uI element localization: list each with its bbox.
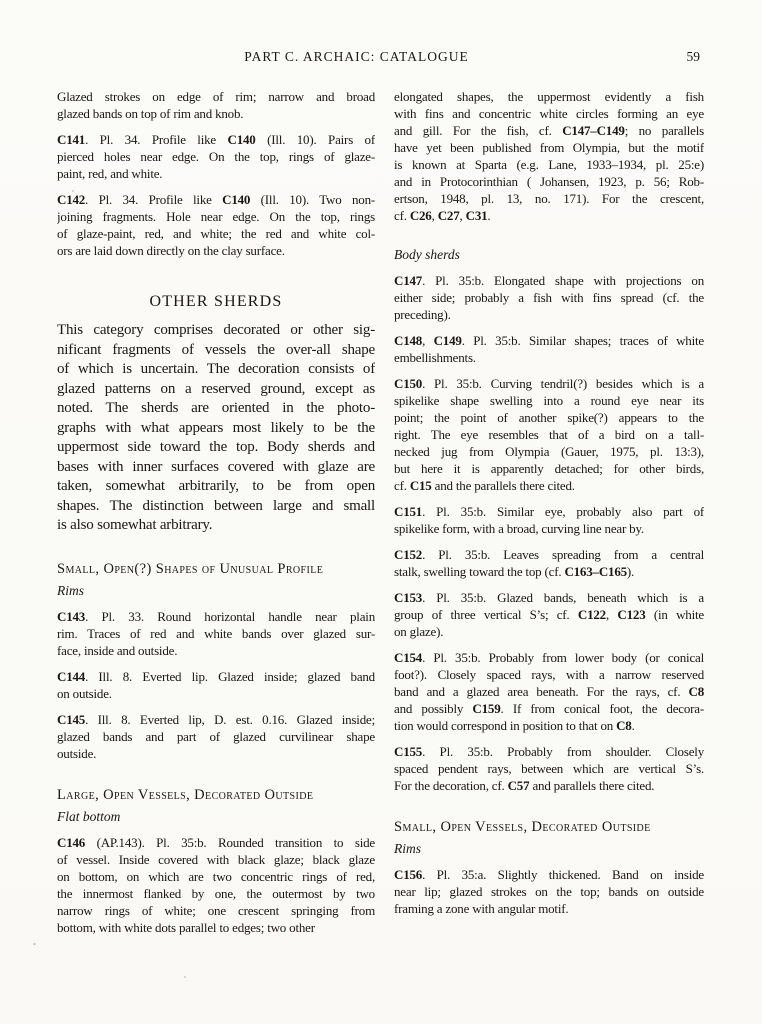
text-line: stalk, swelling toward the top (cf. C163–C165).	[394, 564, 635, 579]
catalogue-ref: C27	[437, 208, 460, 223]
text-line: elongated shapes, the uppermost evidently a fish	[394, 89, 704, 104]
entry-C153	[394, 589, 704, 640]
entry-C156	[394, 866, 704, 917]
page-number: 59	[686, 49, 700, 64]
catalogue-ref: C146	[57, 834, 86, 850]
text-line: glazed patterns on a reserved ground, except as	[57, 380, 375, 397]
text-line: outside.	[57, 745, 97, 761]
text-line: cf. C15 and the parallels there cited.	[394, 478, 575, 493]
italic-block-1: Body sherds	[394, 247, 460, 262]
text-line: and gill. For the fish, cf. C147–C149; no parallels	[394, 123, 704, 138]
text-line: right. The eye resembles that of a bird on a tall-	[394, 427, 704, 442]
catalogue-ref: C122	[577, 607, 606, 622]
text-line: of which is uncertain. The decoration consists of	[57, 361, 375, 377]
text-line: joining fragments. Hole near edge. On the top, rings	[57, 209, 375, 224]
entry-C152	[394, 546, 704, 580]
catalogue-ref: C144	[57, 668, 86, 684]
text-columns	[57, 88, 704, 936]
text-line: C144. Ill. 8. Everted lip. Glazed inside; glazed band	[57, 668, 375, 684]
text-line: C151. Pl. 35:b. Similar eye, probably also part of	[394, 504, 704, 519]
page-header	[57, 49, 704, 69]
text-line: pierced holes near edge. On the top, rings of glaze-	[57, 149, 375, 164]
catalogue-ref: C123	[617, 607, 646, 622]
text-line: group of three vertical S’s; cf. C122, C123 (in white	[394, 607, 704, 622]
text-line: C145. Ill. 8. Everted lip, D. est. 0.16. Glazed inside;	[57, 711, 375, 727]
text-line: rim. Traces of red and white bands over glazed sur-	[57, 625, 375, 641]
text-line: glazed bands and part of glazed curvilinear shape	[57, 728, 375, 744]
catalogue-ref: C154	[394, 650, 423, 665]
text-line: C152. Pl. 35:b. Leaves spreading from a central	[394, 547, 704, 562]
text-line: face, inside and outside.	[57, 642, 178, 658]
text-line: foot?). Closely spaced rays, with a narrow reserved	[394, 667, 704, 682]
smallcaps-block-5: Small, Open(?) Shapes of Unusual Profile	[57, 560, 324, 577]
text-line: spikelike shape swelling into a round eye near its	[394, 393, 704, 408]
catalogue-ref: C153	[394, 590, 423, 605]
text-line: bottom, with white dots parallel to edges; two other	[57, 919, 315, 935]
text-line: and possibly C159. If from conical foot, the decora-	[394, 701, 704, 716]
catalogue-ref: C31	[465, 208, 488, 223]
text-line: narrow rings of white; one crescent springing from	[57, 902, 375, 918]
catalogue-ref: C151	[394, 504, 423, 519]
smallcaps-block-10: Small, Open Vessels, Decorated Outside	[394, 819, 651, 835]
text-line: C155. Pl. 35:b. Probably from shoulder. Closely	[394, 744, 704, 759]
section-block-3: OTHER SHERDS	[149, 293, 283, 310]
catalogue-ref: C147–C149	[562, 123, 625, 138]
para-block-0	[394, 88, 704, 224]
catalogue-ref: C149	[433, 333, 462, 348]
italic-block-6: Rims	[57, 582, 84, 598]
entry-C155	[394, 743, 704, 794]
text-line: C146 (AP.143). Pl. 35:b. Rounded transition to side	[57, 834, 375, 850]
catalogue-ref: C143	[57, 608, 86, 624]
entry-C143	[57, 608, 375, 659]
text-line: shapes. The distinction between large and small	[57, 497, 375, 514]
text-line: cf. C26, C27, C31.	[394, 208, 491, 223]
catalogue-ref: C8	[688, 684, 704, 699]
text-line: C154. Pl. 35:b. Probably from lower body (or conical	[394, 650, 704, 665]
left-column	[57, 88, 375, 936]
entry-C147	[394, 272, 704, 323]
text-line: C150. Pl. 35:b. Curving tendril(?) besides which is a	[394, 376, 704, 391]
text-line: graphs with what appears most likely to be the	[57, 419, 375, 436]
text-line: ertson, 1948, pl. 13, no. 171). For the crescent,	[394, 191, 704, 206]
text-line: C153. Pl. 35:b. Glazed bands, beneath which is a	[394, 590, 704, 605]
text-line: on bottom, on which are two concentric rings of red,	[57, 868, 375, 884]
entry-C141	[57, 131, 375, 182]
right-column	[394, 88, 704, 917]
catalogue-ref: C141	[57, 132, 86, 147]
text-line: band and a glazed area beneath. For the rays, cf. C8	[394, 684, 704, 699]
catalogue-ref: C150	[394, 376, 423, 391]
text-line: uppermost side toward the top. Body sherds and	[57, 439, 375, 455]
entry-C151	[394, 503, 704, 537]
catalogue-ref: C142	[57, 192, 86, 207]
text-line: paint, red, and white.	[57, 166, 163, 181]
text-line: This category comprises decorated or other sig-	[57, 322, 375, 338]
text-line: taken, somewhat arbitrarily, to be from open	[57, 478, 375, 494]
catalogue-ref: C8	[616, 718, 632, 733]
catalogue-ref: C147	[394, 273, 423, 288]
italic-block-11: Rims	[394, 841, 421, 856]
scan-speck	[72, 190, 74, 192]
text-line: nificant fragments of vessels the over-all shape	[57, 341, 375, 358]
text-line: noted. The sherds are oriented in the photo-	[57, 400, 375, 416]
entry-C150	[394, 375, 704, 494]
text-line: C143. Pl. 33. Round horizontal handle near plain	[57, 608, 375, 624]
para-block-0	[57, 88, 375, 122]
text-line: C141. Pl. 34. Profile like C140 (Ill. 10). Pairs of	[57, 132, 375, 147]
catalogue-ref: C57	[507, 778, 530, 793]
text-line: framing a zone with angular motif.	[394, 901, 569, 916]
entry-C148	[394, 332, 704, 366]
text-line: C148, C149. Pl. 35:b. Similar shapes; traces of white	[394, 333, 704, 348]
catalogue-ref: C26	[409, 208, 432, 223]
text-line: necked jug from Olympia (Gauer, 1975, pl. 13:3),	[394, 444, 704, 459]
text-line: near lip; glazed strokes on the top; bands on outside	[394, 884, 704, 899]
italic-block-11: Flat bottom	[57, 808, 121, 824]
entry-C154	[394, 649, 704, 734]
catalogue-ref: C152	[394, 547, 423, 562]
text-line: C156. Pl. 35:a. Slightly thickened. Band on inside	[394, 867, 704, 882]
text-line: ors are laid down directly on the clay surface.	[57, 243, 285, 258]
text-line: tion would correspond in position to that on C8.	[394, 718, 635, 733]
lead-block-4	[57, 321, 375, 536]
catalogue-ref: C156	[394, 867, 423, 882]
entry-C144	[57, 668, 375, 702]
text-line: Glazed strokes on edge of rim; narrow and broad	[57, 89, 375, 104]
text-line: either side; probably a fish with fins spread (cf. the	[394, 290, 704, 305]
scan-speck	[184, 976, 186, 978]
catalogue-ref: C159	[472, 701, 501, 716]
text-line: on outside.	[57, 685, 112, 701]
catalogue-ref: C140	[222, 192, 251, 207]
catalogue-ref: C163–C165	[564, 564, 627, 579]
text-line: C147. Pl. 35:b. Elongated shape with projections on	[394, 273, 704, 288]
text-line: embellishments.	[394, 350, 476, 365]
text-line: of glaze-paint, red, and white; the red and white col-	[57, 226, 375, 241]
text-line: bases with inner surfaces covered with glaze are	[57, 458, 375, 475]
text-line: and in Protocorinthian ( Johansen, 1923, p. 56; Rob-	[394, 174, 704, 189]
text-line: glazed bands on top of rim and knob.	[57, 106, 244, 121]
entry-C145	[57, 711, 375, 762]
entry-C146	[57, 834, 375, 936]
catalogue-ref: C155	[394, 744, 423, 759]
text-line: For the decoration, cf. C57 and parallels there cited.	[394, 778, 655, 793]
scan-speck	[33, 943, 36, 945]
text-line: is also somewhat arbitrary.	[57, 517, 213, 533]
text-line: point; the point of another spike(?) appears to the	[394, 410, 704, 425]
text-line: with fins and concentric white circles forming an eye	[394, 106, 704, 121]
catalogue-ref: C15	[409, 478, 432, 493]
text-line: but here it is apparently detached; for other birds,	[394, 461, 704, 476]
text-line: have yet been published from Olympia, but the motif	[394, 140, 704, 155]
text-line: spikelike form, with a broad, curving line near by.	[394, 521, 644, 536]
catalogue-ref: C140	[227, 132, 256, 147]
catalogue-ref: C148	[394, 333, 423, 348]
text-line: spaced pendent rays, between which are vertical S’s.	[394, 761, 704, 776]
entry-C142	[57, 191, 375, 259]
text-line: of vessel. Inside covered with black glaze; black glaze	[57, 851, 375, 867]
text-line: C142. Pl. 34. Profile like C140 (Ill. 10). Two non-	[57, 192, 375, 207]
text-line: is known at Sparta (e.g. Lane, 1933–1934, pl. 25:e)	[394, 157, 704, 172]
running-title: PART C. ARCHAIC: CATALOGUE	[244, 49, 469, 64]
text-line: on glaze).	[394, 624, 444, 639]
text-line: the innermost flanked by one, the outermost by two	[57, 885, 375, 901]
smallcaps-block-10: Large, Open Vessels, Decorated Outside	[57, 786, 314, 803]
catalogue-ref: C145	[57, 711, 86, 727]
text-line: preceding).	[394, 307, 451, 322]
